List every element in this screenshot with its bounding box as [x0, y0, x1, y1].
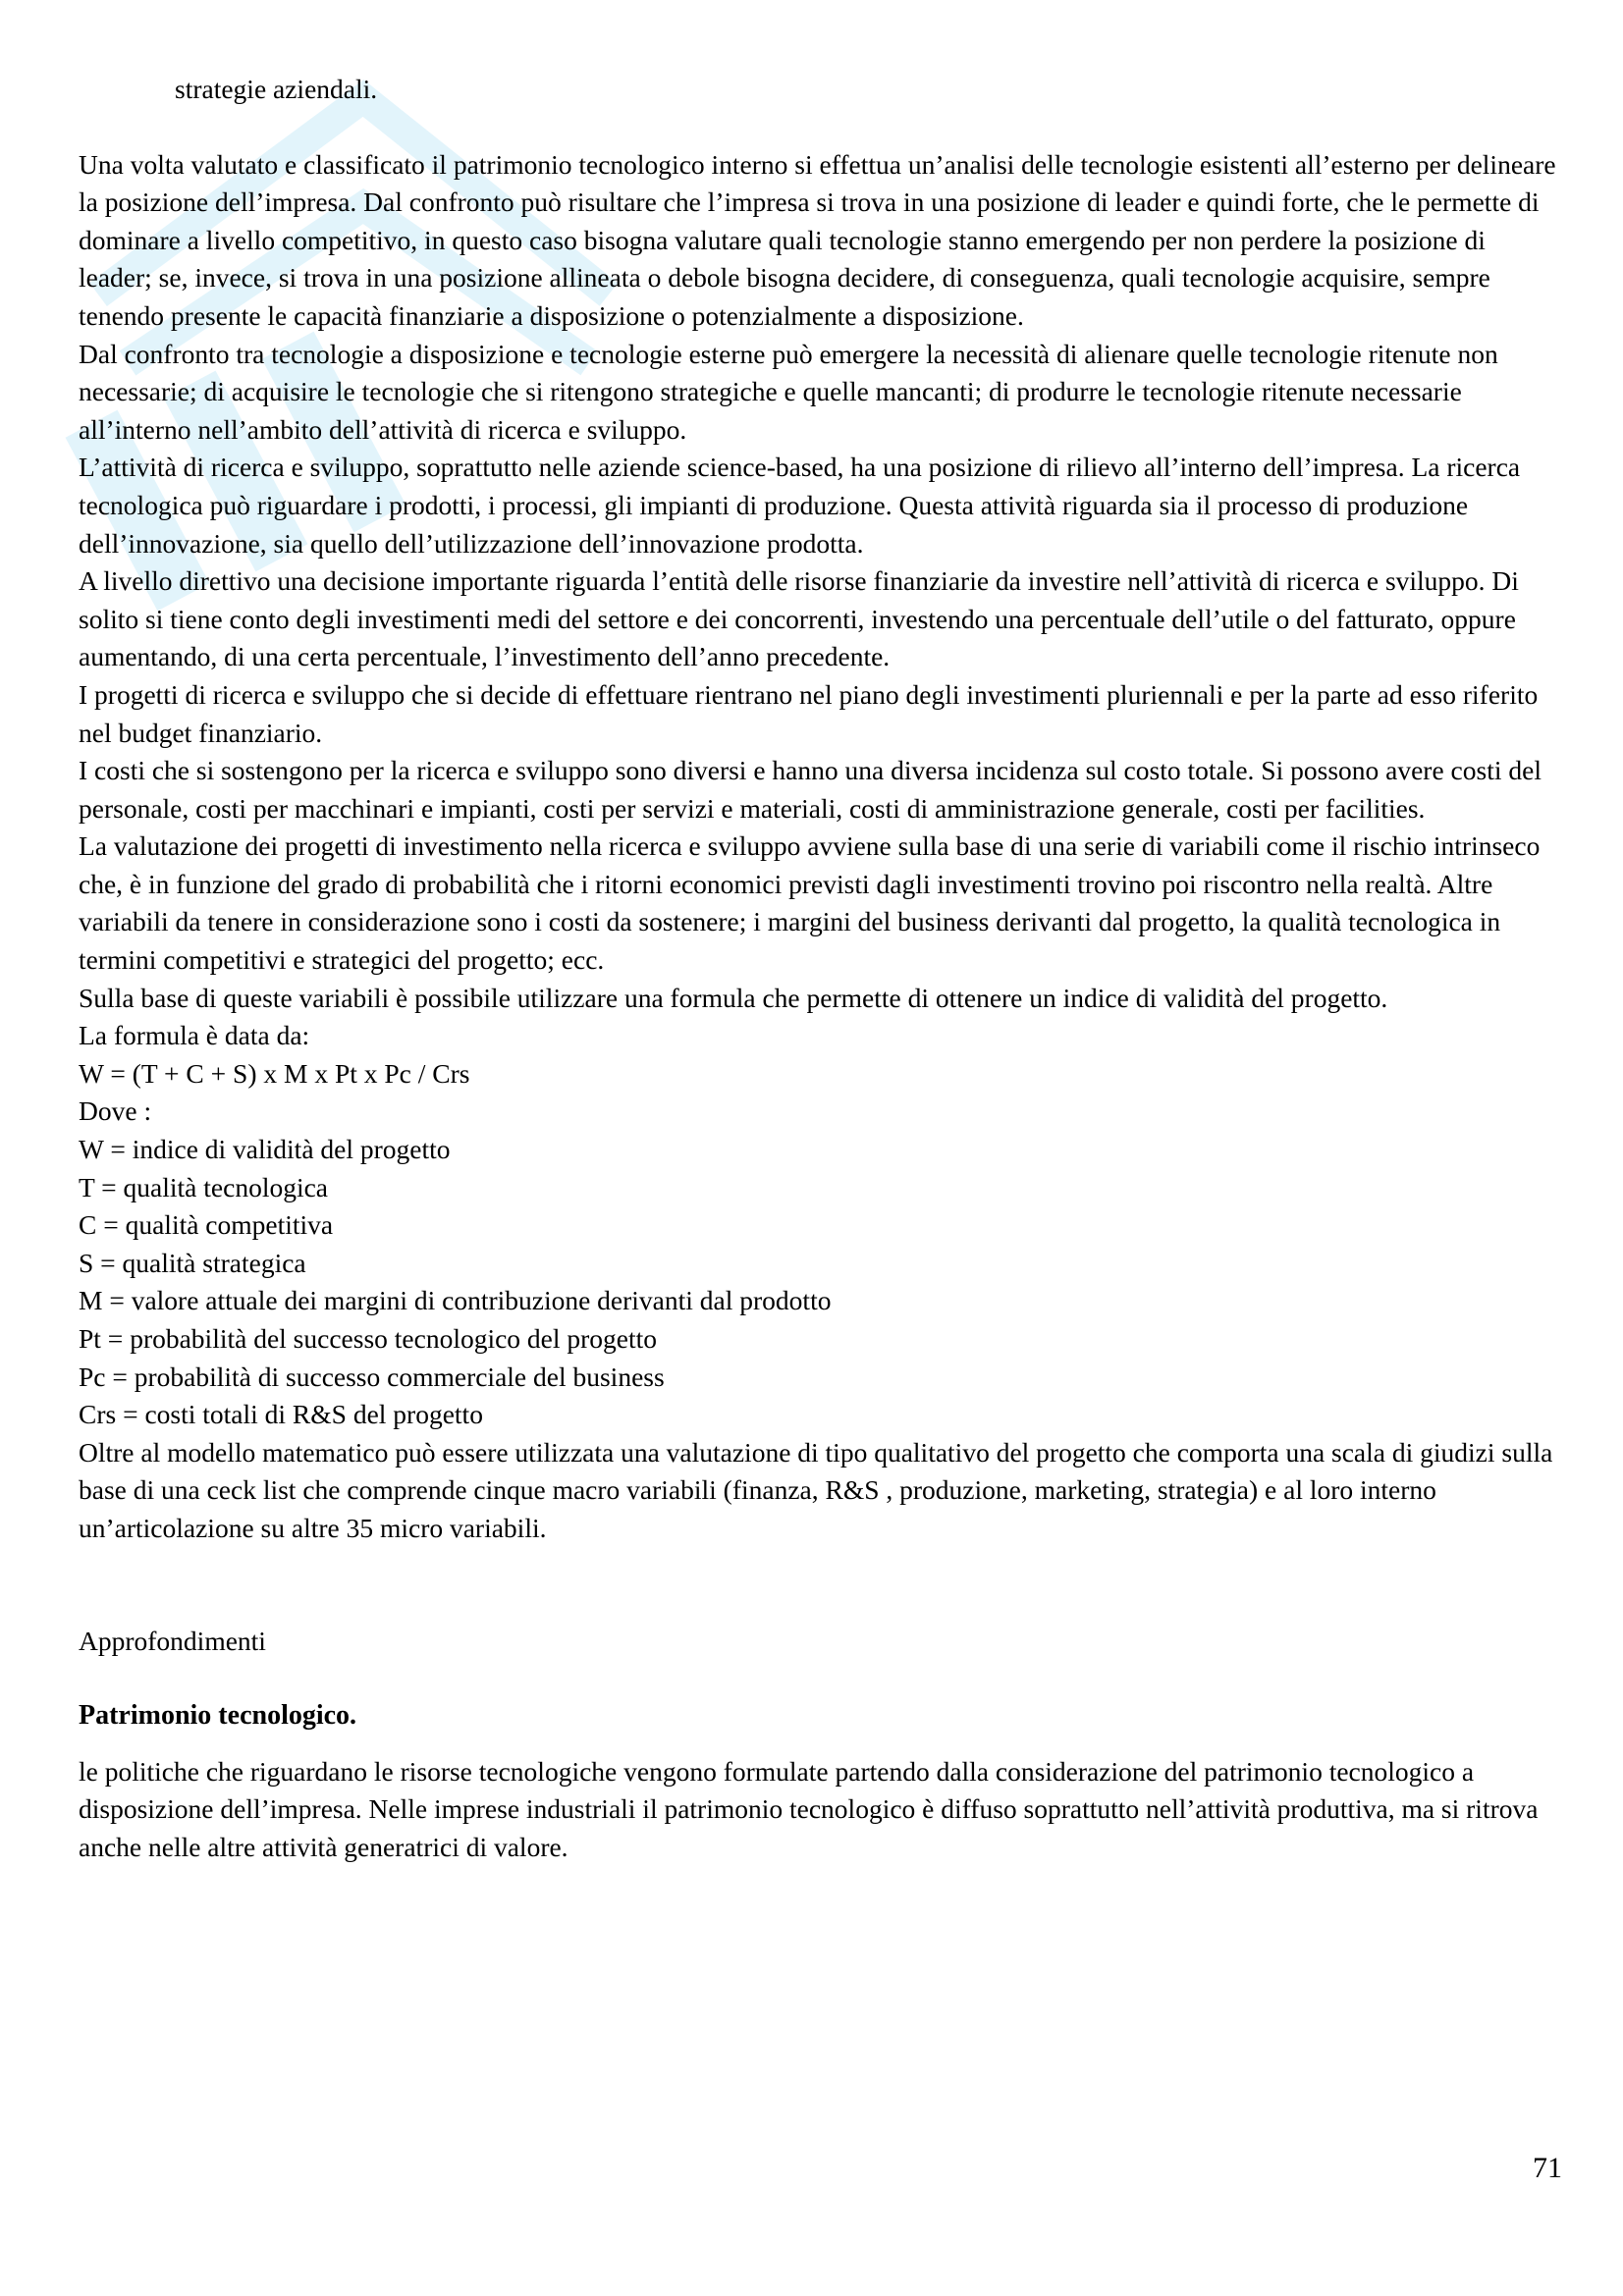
- document-page: [79, 71, 1561, 1867]
- section-heading: Patrimonio tecnologico.: [79, 1700, 357, 1732]
- paragraph-7: La valutazione dei progetti di investimento nella ricerca e sviluppo avviene sulla base di una serie di variabili come il rischio intrinseco che, è in funzione del grado di probabilità che i ritorni economici previsti dagli investimenti trovino poi riscontro nella realtà. Altre variabili da tenere in considerazione sono i costi da sostenere; i margini del business derivanti dal progetto, la qualità tecnologica in termini competitivi e strategici del progetto; ecc.: [79, 830, 1541, 976]
- formula-def-c: C = qualità competitiva: [79, 1209, 334, 1241]
- paragraph-3: L’attività di ricerca e sviluppo, soprattutto nelle aziende science-based, ha una posizione di rilievo all’interno dell’impresa. La ricerca tecnologica può riguardare i prodotti, i processi, gli impianti di produzione. Questa attività riguarda sia il processo di produzione dell’innovazione, sia quello dell’utilizzazione dell’innovazione prodotta.: [79, 452, 1521, 559]
- page-number: 71: [1533, 2152, 1562, 2184]
- formula-def-pc: Pc = probabilità di successo commerciale del business: [79, 1361, 665, 1392]
- final-paragraph: le politiche che riguardano le risorse tecnologiche vengono formulate partendo dalla considerazione del patrimonio tecnologico a disposizione dell’impresa. Nelle imprese industriali il patrimonio tecnologico è diffuso soprattutto nell’attività produttiva, ma si ritrova anche nelle altre attività generatrici di valore.: [79, 1755, 1539, 1862]
- paragraph-2: Dal confronto tra tecnologie a disposizione e tecnologie esterne può emergere la necessità di alienare quelle tecnologie ritenute non necessarie; di acquisire le tecnologie che si ritengono strategiche e quelle mancanti; di produrre le tecnologie ritenute necessarie all’interno nell’ambito dell’attività di ricerca e sviluppo.: [79, 338, 1498, 445]
- formula: W = (T + C + S) x M x Pt x Pc / Crs: [79, 1057, 470, 1089]
- formula-def-t: T = qualità tecnologica: [79, 1171, 329, 1202]
- formula-def-pt: Pt = probabilità del successo tecnologico del progetto: [79, 1323, 658, 1354]
- formula-intro: La formula è data da:: [79, 1020, 310, 1051]
- continuation-line: strategie aziendali.: [175, 74, 378, 104]
- formula-where: Dove :: [79, 1095, 152, 1127]
- paragraph-6: I costi che si sostengono per la ricerca e sviluppo sono diversi e hanno una diversa incidenza sul costo totale. Si possono avere costi del personale, costi per macchinari e impianti, costi per servizi e materiali, costi di amministrazione generale, costi per facilities.: [79, 755, 1542, 824]
- formula-def-w: W = indice di validità del progetto: [79, 1134, 451, 1165]
- paragraph-1: Una volta valutato e classificato il patrimonio tecnologico interno si effettua un’analisi delle tecnologie esistenti all’esterno per delineare la posizione dell’impresa. Dal confronto può risultare che l’impresa si trova in una posizione di leader e quindi forte, che le permette di dominare a livello competitivo, in questo caso bisogna valutare quali tecnologie stanno emergendo per non perdere la posizione di leader; se, invece, si trova in una posizione allineata o debole bisogna decidere, di conseguenza, quali tecnologie acquisire, sempre tenendo presente le capacità finanziarie a disposizione o potenzialmente a disposizione.: [79, 148, 1556, 331]
- formula-def-m: M = valore attuale dei margini di contribuzione derivanti dal prodotto: [79, 1285, 832, 1316]
- paragraph-5: I progetti di ricerca e sviluppo che si decide di effettuare rientrano nel piano degli investimenti pluriennali e per la parte ad esso riferito nel budget finanziario.: [79, 678, 1539, 748]
- formula-def-s: S = qualità strategica: [79, 1247, 306, 1278]
- section-label: Approfondimenti: [79, 1625, 266, 1656]
- formula-def-crs: Crs = costi totali di R&S del progetto: [79, 1399, 483, 1430]
- paragraph-qualitative: Oltre al modello matematico può essere utilizzata una valutazione di tipo qualitativo del progetto che comporta una scala di giudizi sulla base di una ceck list che comprende cinque macro variabili (finanza, R&S , produzione, marketing, strategia) e al loro interno un’articolazione su altre 35 micro variabili.: [79, 1436, 1553, 1543]
- paragraph-8: Sulla base di queste variabili è possibile utilizzare una formula che permette di ottenere un indice di validità del progetto.: [79, 982, 1388, 1013]
- paragraph-4: A livello direttivo una decisione importante riguarda l’entità delle risorse finanziarie da investire nell’attività di ricerca e sviluppo. Di solito si tiene conto degli investimenti medi del settore e dei concorrenti, investendo una percentuale dell’utile o del fatturato, oppure aumentando, di una certa percentuale, l’investimento dell’anno precedente.: [79, 565, 1519, 672]
